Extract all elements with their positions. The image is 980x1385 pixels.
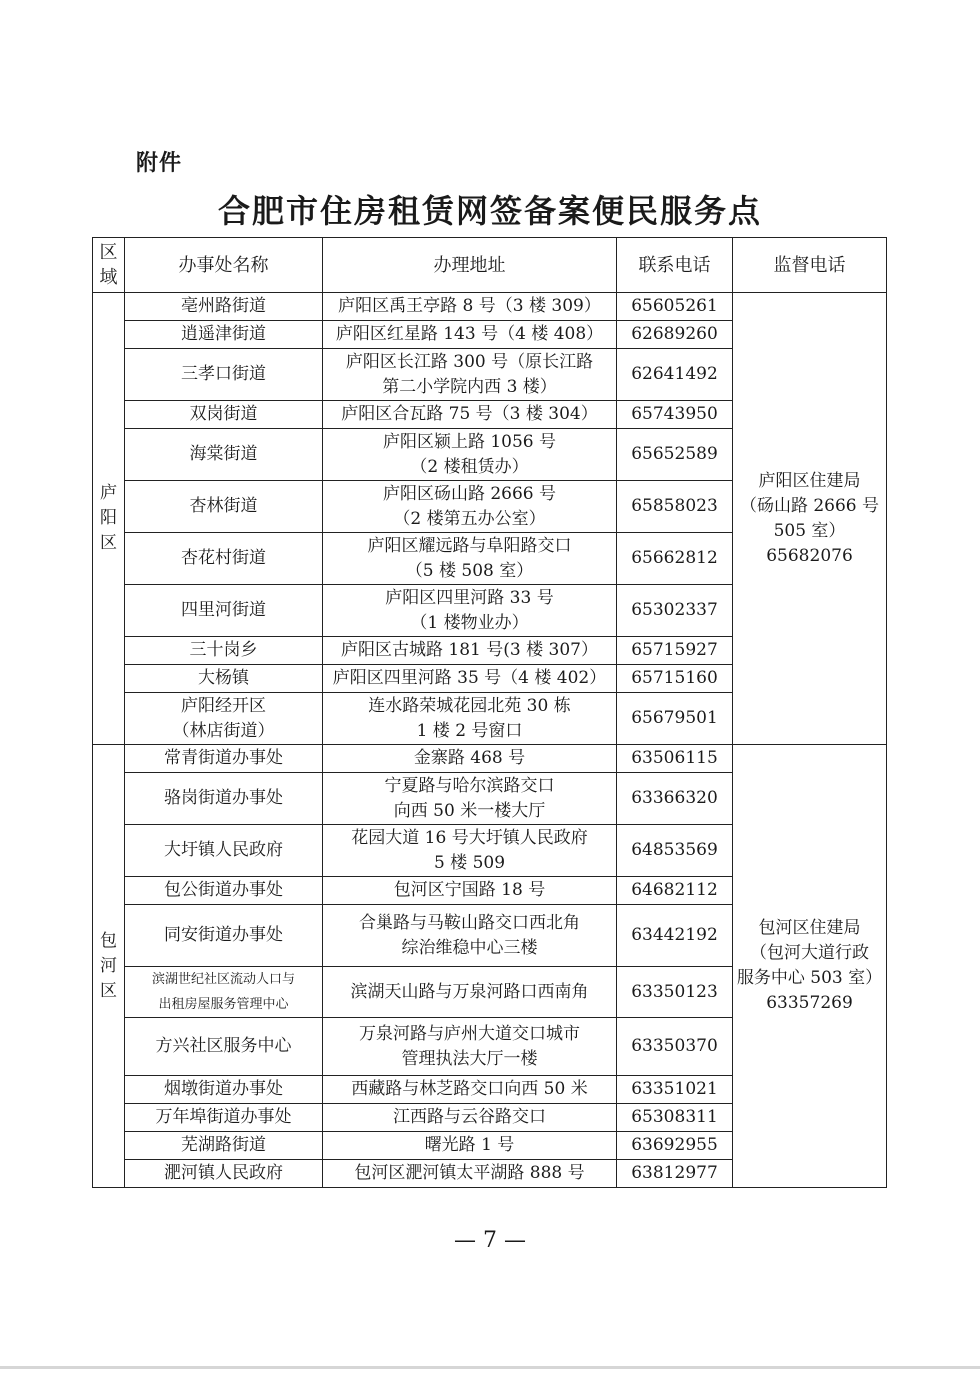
phone-cell: 63350370 (617, 1018, 733, 1076)
phone-cell: 65308311 (617, 1104, 733, 1132)
region-cell: 庐 阳 区 (93, 293, 125, 745)
phone-cell: 63506115 (617, 745, 733, 773)
address-cell: 包河区宁国路 18 号 (323, 877, 617, 905)
phone-cell: 62689260 (617, 321, 733, 349)
table-header-row (93, 238, 887, 293)
phone-cell: 63812977 (617, 1160, 733, 1188)
phone-cell: 65858023 (617, 481, 733, 533)
office-name-cell: 包公街道办事处 (125, 877, 323, 905)
phone-cell: 65743950 (617, 401, 733, 429)
office-name-cell: 淝河镇人民政府 (125, 1160, 323, 1188)
phone-cell: 63366320 (617, 773, 733, 825)
address-cell: 江西路与云谷路交口 (323, 1104, 617, 1132)
address-cell: 包河区淝河镇太平湖路 888 号 (323, 1160, 617, 1188)
address-cell: 庐阳区长江路 300 号（原长江路 第二小学院内西 3 楼） (323, 349, 617, 401)
phone-cell: 63351021 (617, 1076, 733, 1104)
office-name-cell: 方兴社区服务中心 (125, 1018, 323, 1076)
page-bottom-rule (0, 1366, 980, 1369)
service-points-table (92, 237, 887, 1188)
office-name-cell: 大圩镇人民政府 (125, 825, 323, 877)
address-cell: 万泉河路与庐州大道交口城市 管理执法大厅一楼 (323, 1018, 617, 1076)
office-name-cell: 庐阳经开区 （林店街道） (125, 693, 323, 745)
address-cell: 庐阳区禹王亭路 8 号（3 楼 309） (323, 293, 617, 321)
phone-cell: 65605261 (617, 293, 733, 321)
office-name-cell: 杏花村街道 (125, 533, 323, 585)
phone-cell: 62641492 (617, 349, 733, 401)
header-office: 办事处名称 (125, 238, 323, 293)
address-cell: 宁夏路与哈尔滨路交口 向西 50 米一楼大厅 (323, 773, 617, 825)
address-cell: 连水路荣城花园北苑 30 栋 1 楼 2 号窗口 (323, 693, 617, 745)
address-cell: 庐阳区耀远路与阜阳路交口 （5 楼 508 室） (323, 533, 617, 585)
address-cell: 庐阳区四里河路 35 号（4 楼 402） (323, 665, 617, 693)
header-region: 区 域 (93, 238, 125, 293)
phone-cell: 65715927 (617, 637, 733, 665)
office-name-cell: 双岗街道 (125, 401, 323, 429)
table-row (93, 745, 887, 773)
office-name-cell: 骆岗街道办事处 (125, 773, 323, 825)
office-name-cell: 滨湖世纪社区流动人口与 出租房屋服务管理中心 (125, 967, 323, 1018)
address-cell: 花园大道 16 号大圩镇人民政府 5 楼 509 (323, 825, 617, 877)
phone-cell: 65715160 (617, 665, 733, 693)
office-name-cell: 芜湖路街道 (125, 1132, 323, 1160)
office-name-cell: 亳州路街道 (125, 293, 323, 321)
office-name-cell: 万年埠街道办事处 (125, 1104, 323, 1132)
supervision-cell: 包河区住建局 （包河大道行政 服务中心 503 室） 63357269 (733, 745, 887, 1188)
office-name-cell: 四里河街道 (125, 585, 323, 637)
phone-cell: 65302337 (617, 585, 733, 637)
region-cell: 包 河 区 (93, 745, 125, 1188)
address-cell: 庐阳区颍上路 1056 号 （2 楼租赁办） (323, 429, 617, 481)
address-cell: 庐阳区四里河路 33 号 （1 楼物业办） (323, 585, 617, 637)
address-cell: 金寨路 468 号 (323, 745, 617, 773)
phone-cell: 64682112 (617, 877, 733, 905)
address-cell: 庐阳区砀山路 2666 号 （2 楼第五办公室） (323, 481, 617, 533)
office-name-cell: 常青街道办事处 (125, 745, 323, 773)
address-cell: 曙光路 1 号 (323, 1132, 617, 1160)
supervision-cell: 庐阳区住建局 （砀山路 2666 号 505 室） 65682076 (733, 293, 887, 745)
office-name-cell: 三孝口街道 (125, 349, 323, 401)
office-name-cell: 烟墩街道办事处 (125, 1076, 323, 1104)
header-supervision: 监督电话 (733, 238, 887, 293)
phone-cell: 63692955 (617, 1132, 733, 1160)
phone-cell: 65679501 (617, 693, 733, 745)
address-cell: 庐阳区古城路 181 号(3 楼 307） (323, 637, 617, 665)
phone-cell: 63350123 (617, 967, 733, 1018)
page-title: 合肥市住房租赁网签备案便民服务点 (217, 192, 762, 230)
phone-cell: 65662812 (617, 533, 733, 585)
office-name-cell: 三十岗乡 (125, 637, 323, 665)
table-row (93, 293, 887, 321)
phone-cell: 65652589 (617, 429, 733, 481)
office-name-cell: 同安街道办事处 (125, 905, 323, 967)
address-cell: 合巢路与马鞍山路交口西北角 综治维稳中心三楼 (323, 905, 617, 967)
office-name-cell: 杏林街道 (125, 481, 323, 533)
header-phone: 联系电话 (617, 238, 733, 293)
office-name-cell: 海棠街道 (125, 429, 323, 481)
address-cell: 庐阳区合瓦路 75 号（3 楼 304） (323, 401, 617, 429)
office-name-cell: 逍遥津街道 (125, 321, 323, 349)
address-cell: 西藏路与林芝路交口向西 50 米 (323, 1076, 617, 1104)
attachment-label: 附件 (136, 151, 183, 176)
table-body (93, 293, 887, 1188)
address-cell: 滨湖天山路与万泉河路口西南角 (323, 967, 617, 1018)
page-number: — 7 — (454, 1228, 526, 1253)
office-name-cell: 大杨镇 (125, 665, 323, 693)
address-cell: 庐阳区红星路 143 号（4 楼 408） (323, 321, 617, 349)
phone-cell: 64853569 (617, 825, 733, 877)
header-address: 办理地址 (323, 238, 617, 293)
phone-cell: 63442192 (617, 905, 733, 967)
